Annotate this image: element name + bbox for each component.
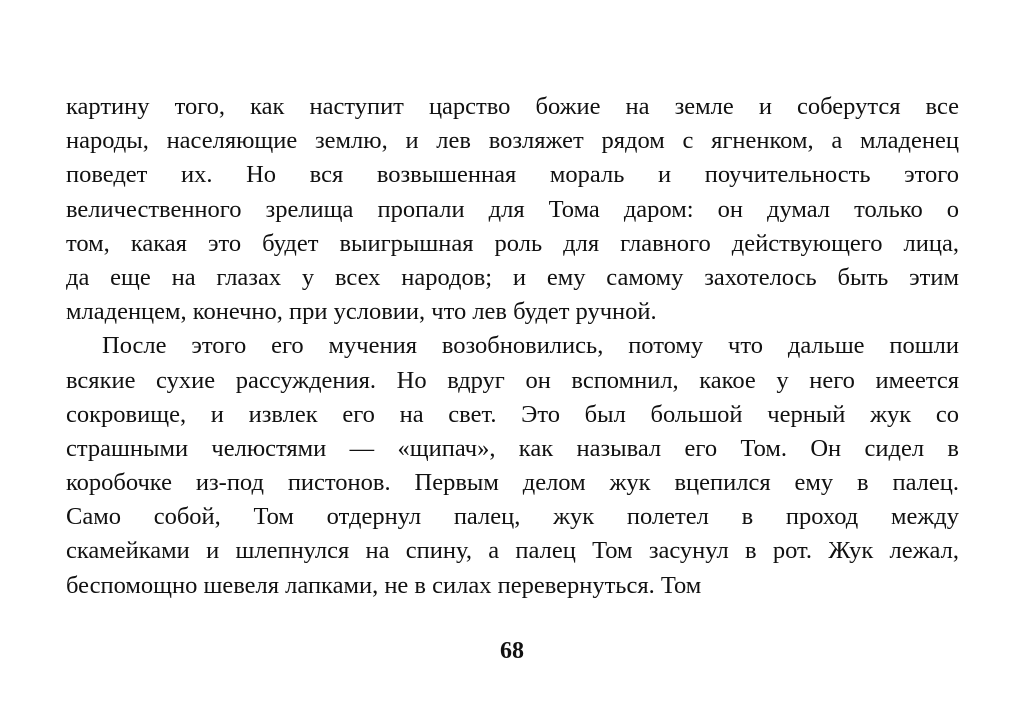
body-text <box>66 90 959 603</box>
text-line: том, какая это будет выигрышная роль для главного действующего лица, <box>66 229 959 257</box>
text-line: коробочке из-под пистонов. Первым делом жук вцепился ему в палец. <box>66 469 959 497</box>
text-line: всякие сухие рассуждения. Но вдруг он вспомнил, какое у него имеется <box>66 366 959 394</box>
text-line: скамейками и шлепнулся на спину, а палец Том засунул в рот. Жук лежал, <box>66 537 959 565</box>
text-line: Само собой, Том отдернул палец, жук полетел в проход между <box>66 503 959 531</box>
text-line: народы, населяющие землю, и лев возляжет рядом с ягненком, а младенец <box>66 127 959 155</box>
text-line: картину того, как наступит царство божие на земле и соберутся все <box>66 93 959 120</box>
text-line: поведет их. Но вся возвышенная мораль и поучительность этого <box>66 161 959 189</box>
paragraph-2 <box>66 329 959 603</box>
text-line: сокровище, и извлек его на свет. Это был большой черный жук со <box>66 400 959 428</box>
text-line: да еще на глазах у всех народов; и ему самому захотелось быть этим <box>66 263 959 291</box>
paragraph-1 <box>66 90 959 329</box>
text-line: После этого его мучения возобновились, потому что дальше пошли <box>102 332 959 360</box>
text-line: младенцем, конечно, при условии, что лев будет ручной. <box>66 298 657 326</box>
text-line: беспомощно шевеля лапками, не в силах перевернуться. Том <box>66 571 702 599</box>
text-line: величественного зрелища пропали для Тома даром: он думал только о <box>66 195 959 223</box>
page-number: 68 <box>500 638 524 664</box>
text-line: страшными челюстями — «щипач», как называл его Том. Он сидел в <box>66 434 959 462</box>
